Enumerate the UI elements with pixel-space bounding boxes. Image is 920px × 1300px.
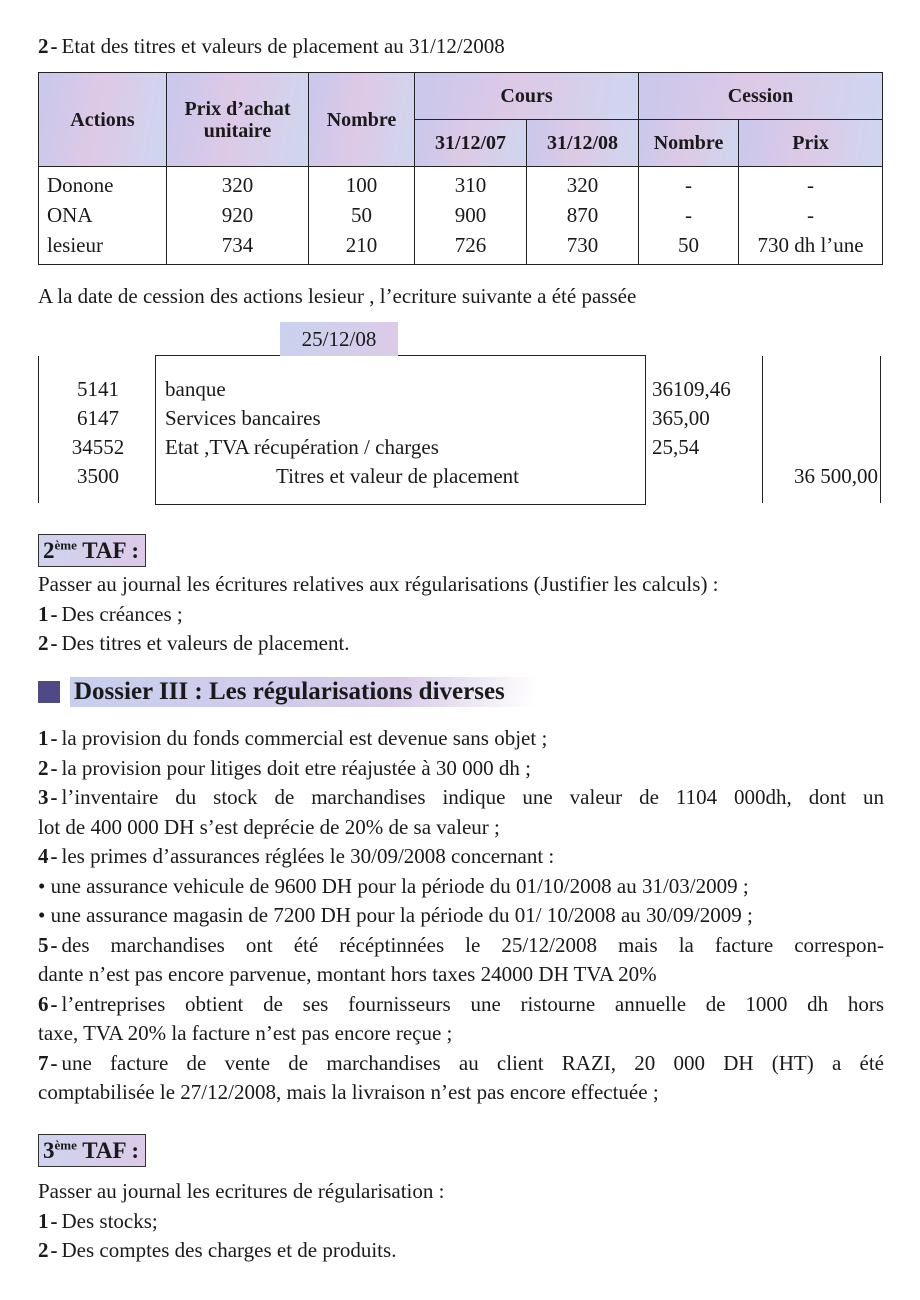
- header-nombre: Nombre: [309, 73, 415, 167]
- cell-cession-prix: -: [739, 167, 883, 202]
- journal-code: 5141: [77, 377, 119, 401]
- journal-debit: 36109,46: [652, 377, 731, 401]
- cell-prix: 920: [167, 201, 309, 231]
- square-bullet-icon: [38, 681, 60, 703]
- header-actions: Actions: [39, 73, 167, 167]
- taf-label: TAF :: [82, 1138, 140, 1163]
- taf-sup: ème: [54, 1137, 77, 1153]
- item-text: une facture de vente de marchandises au client RAZI, 20 000 DH (HT) a été: [61, 1050, 884, 1075]
- item-text: Des créances ;: [61, 601, 183, 626]
- list-item-continuation: lot de 400 000 DH s’est deprécie de 20% de sa valeur ;: [38, 814, 500, 839]
- taf2-intro: Passer au journal les écritures relatives aux régularisations (Justifier les calculs) :: [38, 572, 719, 596]
- journal-code: 6147: [77, 406, 119, 430]
- journal-debit: 365,00: [652, 406, 710, 430]
- journal-right-rule: [880, 356, 881, 503]
- header-date-08: 31/12/08: [527, 120, 639, 167]
- taf2-content: [38, 570, 884, 659]
- dossier-items: [38, 724, 884, 1108]
- cell-cours-07: 900: [415, 201, 527, 231]
- taf3-content: [38, 1177, 884, 1266]
- cell-cours-08: 320: [527, 167, 639, 202]
- item-text: Des stocks;: [61, 1208, 158, 1233]
- list-item: 2- Des titres et valeurs de placement.: [38, 631, 350, 655]
- cell-action: ONA: [39, 201, 167, 231]
- journal-debit: 25,54: [652, 435, 700, 459]
- cell-nombre: 100: [309, 167, 415, 202]
- list-item-continuation: comptabilisée le 27/12/2008, mais la livraison n’est pas encore effectuée ;: [38, 1080, 659, 1104]
- taf3-badge: [38, 1134, 146, 1167]
- journal-col-rule: [762, 356, 763, 503]
- list-item: 1- Des créances ;: [38, 601, 183, 626]
- header-cession-prix: Prix: [739, 120, 883, 167]
- section-title: Etat des titres et valeurs de placement au 31/12/2008: [61, 34, 505, 58]
- table-row: [39, 167, 883, 202]
- cell-cession-nombre: 50: [639, 231, 739, 265]
- header-cession: Cession: [639, 73, 883, 120]
- journal-code: 3500: [77, 464, 119, 488]
- cell-action: lesieur: [39, 231, 167, 265]
- bullet-icon: •: [38, 873, 46, 898]
- item-text: une assurance magasin de 7200 DH pour la période du 01/ 10/2008 au 30/09/2009 ;: [50, 903, 753, 927]
- cell-prix: 320: [167, 167, 309, 202]
- cell-nombre: 210: [309, 231, 415, 265]
- list-item: 7- une facture de vente de marchandises au client RAZI, 20 000 DH (HT) a été: [38, 1050, 884, 1075]
- cell-cession-nombre: -: [639, 201, 739, 231]
- header-date-07: 31/12/07: [415, 120, 527, 167]
- list-item: 5- des marchandises ont été récéptinnées le 25/12/2008 mais la facture correspon-: [38, 932, 884, 957]
- list-item: 1- Des stocks;: [38, 1208, 158, 1233]
- item-number: 2: [38, 1238, 49, 1262]
- journal-label: banque: [165, 377, 226, 401]
- journal-label: Etat ,TVA récupération / charges: [165, 435, 439, 459]
- cell-cours-08: 870: [527, 201, 639, 231]
- list-item: 2- la provision pour litiges doit etre réajustée à 30 000 dh ;: [38, 755, 531, 780]
- taf2-badge: [38, 534, 146, 567]
- journal-code: 34552: [71, 435, 125, 459]
- cell-cession-prix: 730 dh l’une: [739, 231, 883, 265]
- taf-number: 2: [43, 538, 55, 563]
- item-text: l’entreprises obtient de ses fournisseurs une ristourne annuelle de 1000 dh hors: [61, 991, 884, 1016]
- journal-credit: 36 500,00: [794, 464, 878, 488]
- cell-cours-08: 730: [527, 231, 639, 265]
- item-number: 5: [38, 932, 49, 957]
- header-cession-nombre: Nombre: [639, 120, 739, 167]
- cession-text: A la date de cession des actions lesieur , l’ecriture suivante a été passée: [38, 284, 637, 308]
- bullet-icon: •: [38, 903, 46, 927]
- item-text: Des comptes des charges et de produits.: [61, 1238, 397, 1262]
- header-cours: Cours: [415, 73, 639, 120]
- cell-cession-nombre: -: [639, 167, 739, 202]
- item-text: la provision du fonds commercial est devenue sans objet ;: [61, 726, 548, 750]
- journal-label: Titres et valeur de placement: [276, 464, 519, 488]
- section-heading: 2- Etat des titres et valeurs de placement au 31/12/2008: [38, 34, 505, 58]
- list-item-continuation: dante n’est pas encore parvenue, montant hors taxes 24000 DH TVA 20%: [38, 962, 657, 986]
- placement-table: [38, 72, 883, 265]
- cell-cours-07: 726: [415, 231, 527, 265]
- item-text: la provision pour litiges doit etre réajustée à 30 000 dh ;: [61, 755, 531, 780]
- item-text: des marchandises ont été récéptinnées le 25/12/2008 mais la facture correspon-: [61, 932, 884, 957]
- list-item-continuation: taxe, TVA 20% la facture n’est pas encore reçue ;: [38, 1021, 453, 1045]
- item-number: 1: [38, 601, 49, 626]
- item-number: 3: [38, 785, 49, 809]
- taf-number: 3: [43, 1138, 55, 1163]
- item-text: l’inventaire du stock de marchandises indique une valeur de 1104 000dh, dont un: [61, 785, 884, 809]
- journal-date: 25/12/08: [280, 322, 398, 356]
- taf-label: TAF :: [82, 538, 140, 563]
- list-item: 3- l’inventaire du stock de marchandises indique une valeur de 1104 000dh, dont un: [38, 785, 884, 809]
- table-row: [39, 231, 883, 265]
- item-number: 7: [38, 1050, 49, 1075]
- journal-left-rule: [38, 356, 39, 503]
- section-number: 2: [38, 34, 49, 58]
- cell-nombre: 50: [309, 201, 415, 231]
- item-number: 6: [38, 991, 49, 1016]
- list-item: 2- Des comptes des charges et de produits.: [38, 1238, 397, 1262]
- dossier-heading: [38, 676, 535, 708]
- cell-prix: 734: [167, 231, 309, 265]
- list-item: 1- la provision du fonds commercial est devenue sans objet ;: [38, 726, 548, 750]
- taf-sup: ème: [54, 537, 77, 553]
- item-number: 1: [38, 726, 49, 750]
- item-number: 2: [38, 631, 49, 655]
- list-item: 6- l’entreprises obtient de ses fournisseurs une ristourne annuelle de 1000 dh hors: [38, 991, 884, 1016]
- item-text: une assurance vehicule de 9600 DH pour la période du 01/10/2008 au 31/03/2009 ;: [50, 873, 749, 898]
- cell-cession-prix: -: [739, 201, 883, 231]
- cell-cours-07: 310: [415, 167, 527, 202]
- table-row: [39, 201, 883, 231]
- taf3-intro: Passer au journal les ecritures de régularisation :: [38, 1179, 445, 1203]
- list-item: 4- les primes d’assurances réglées le 30/09/2008 concernant :: [38, 844, 555, 868]
- item-number: 2: [38, 755, 49, 780]
- bullet-item: [38, 901, 884, 931]
- bullet-item: [38, 872, 884, 902]
- journal-label: Services bancaires: [165, 406, 321, 430]
- item-text: les primes d’assurances réglées le 30/09/2008 concernant :: [61, 844, 555, 868]
- item-number: 1: [38, 1208, 49, 1233]
- dossier-title: Dossier III : Les régularisations diverses: [70, 677, 535, 707]
- item-text: Des titres et valeurs de placement.: [61, 631, 350, 655]
- cell-action: Donone: [39, 167, 167, 202]
- item-number: 4: [38, 844, 49, 868]
- header-prix: Prix d’achat unitaire: [167, 73, 309, 167]
